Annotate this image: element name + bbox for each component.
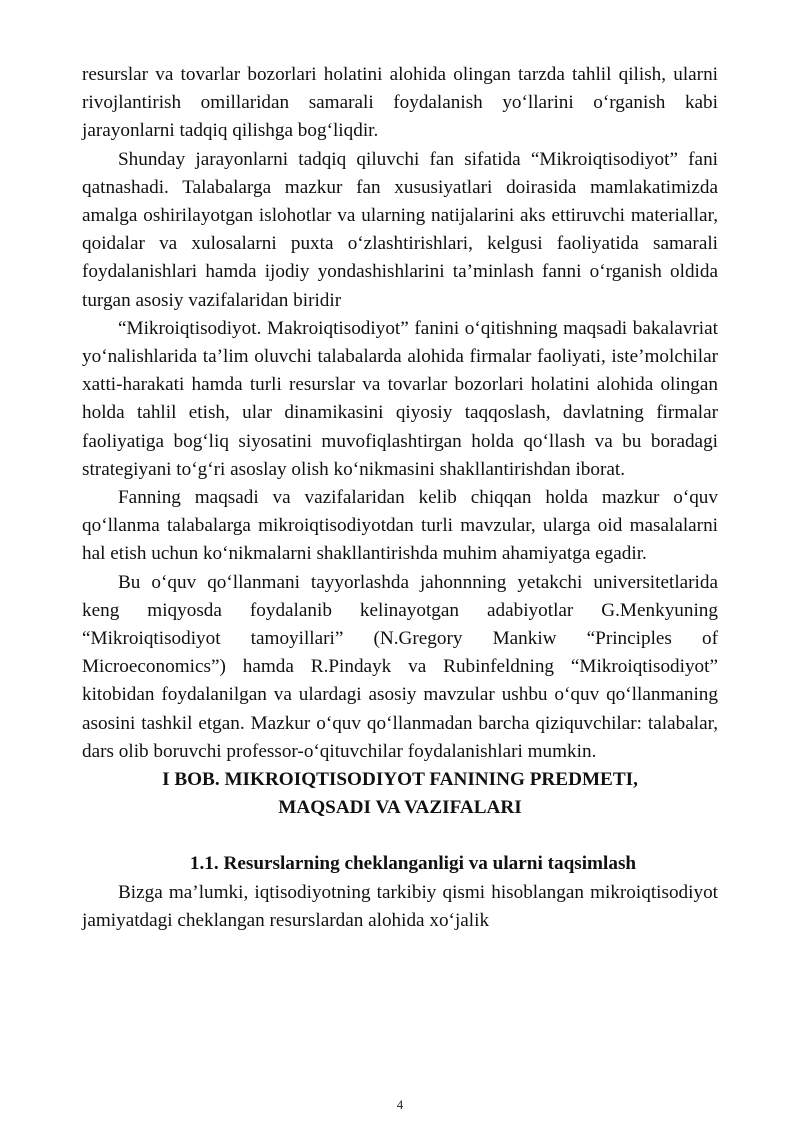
chapter-title-line-1: I BOB. MIKROIQTISODIYOT FANINING PREDMETI, <box>162 769 638 791</box>
document-page <box>82 61 718 935</box>
paragraph-6: Bizga ma’lumki, iqtisodiyotning tarkibiy qismi hisoblangan mikroiqtisodiyot jamiyatdagi cheklangan resurslardan alohida xo‘jalik <box>82 881 718 931</box>
section-title: 1.1. Resurslarning cheklanganligi va ularni taqsimlash <box>189 853 637 875</box>
chapter-title-line-2: MAQSADI VA VAZIFALARI <box>278 797 522 819</box>
page-number: 4 <box>396 1097 404 1112</box>
paragraph-4: Fanning maqsadi va vazifalaridan kelib chiqqan holda mazkur o‘quv qo‘llanma talabalarga mikroiqtisodiyotdan turli mavzular, ularga oid masalalarni hal etish uchun ko‘nikmalarni shakllantirishda muhim ahamiyatga egadir. <box>82 487 718 565</box>
paragraph-1: resurslar va tovarlar bozorlari holatini alohida olingan tarzda tahlil qilish, ularni rivojlantirish omillaridan samarali foydalanish yo‘llarini o‘rganish kabi jarayonlarni tadqiq qilishga bog‘liqdir. <box>82 64 718 142</box>
paragraph-3: “Mikroiqtisodiyot. Makroiqtisodiyot” fanini o‘qitishning maqsadi bakalavriat yo‘nalishlarida ta’lim oluvchi talabalarda alohida firmalar faoliyati, iste’molchilar xatti-harakati hamda turli resurslar va tovarlar bozorlari holatini alohida olingan holda tahlil etish, ular dinamikasini qiyosiy taqqoslash, davlatning firmalar faoliyatiga bog‘liq siyosatini muvofiqlashtirgan holda qo‘llash va bu boradagi strategiyani to‘g‘ri asoslay olish ko‘nikmasini shakllantirishdan iborat. <box>82 317 718 480</box>
paragraph-2: Shunday jarayonlarni tadqiq qiluvchi fan sifatida “Mikroiqtisodiyot” fani qatnashadi. Talabalarga mazkur fan xususiyatlari doirasida mamlakatimizda amalga oshirilayotgan islohotlar va ularning natijalarini aks ettiruvchi materiallar, qoidalar va xulosalarni puxta o‘zlashtirishlari, kelgusi faoliyatida samarali foydalanishlari hamda ijodiy yondashishlarini ta’minlash fanni o‘rganish oldida turgan asosiy vazifalaridan biridir <box>82 148 718 311</box>
paragraph-5: Bu o‘quv qo‘llanmani tayyorlashda jahonnning yetakchi universitetlarida keng miqyosda foydalanib kelinayotgan adabiyotlar G.Menkyuning “Mikroiqtisodiyot tamoyillari” (N.Gregory Mankiw “Principles of Microeconomics”) hamda R.Pindayk va Rubinfeldning “Mikroiqtisodiyot” kitobidan foydalanilgan va ulardagi asosiy mavzular ushbu o‘quv qo‘llanmaning asosini tashkil etgan. Mazkur o‘quv qo‘llanmadan barcha qiziquvchilar: talabalar, dars olib boruvchi professor-o‘qituvchilar foydalanishlari mumkin. <box>82 571 718 762</box>
